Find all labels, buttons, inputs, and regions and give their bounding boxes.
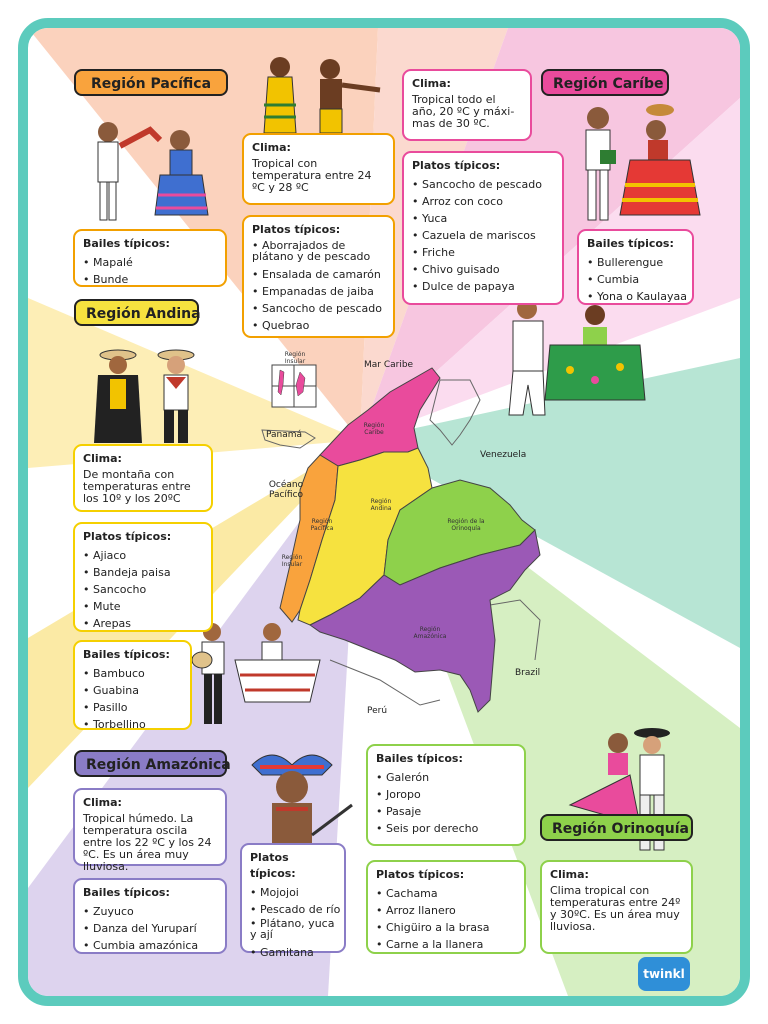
list-item: • Joropo — [376, 786, 516, 803]
list-item: • Bambuco — [83, 665, 182, 682]
list-item: • Cumbia — [587, 271, 684, 288]
region-orinoquia-title: Región Orinoquía — [540, 814, 693, 841]
map-label-panama: Panamá — [266, 430, 303, 440]
list-item: • Sancocho de pescado — [412, 176, 554, 193]
twinkl-logo — [638, 957, 690, 991]
list-item: • Pasaje — [376, 803, 516, 820]
andina-platos-label: Platos típicos: — [83, 530, 172, 543]
amazonica-bailes-label: Bailes típicos: — [83, 886, 170, 899]
caribe-clima-box — [402, 69, 532, 141]
pacifica-couple-illustration — [250, 45, 390, 135]
map-label-region-insular: Región Insular — [281, 554, 303, 568]
andina-platos-box — [73, 522, 213, 632]
andina-bailes-box — [73, 640, 192, 730]
list-item: • Torbellino — [83, 716, 182, 733]
map-label-venezuela: Venezuela — [480, 450, 527, 460]
list-item: • Bullerengue — [587, 254, 684, 271]
list-item: • Mute — [83, 598, 203, 615]
andina-clima-box — [73, 444, 213, 512]
map-label-oceano-pacifico: Océano Pacífico — [268, 480, 304, 500]
amazonica-clima-text: Tropical húmedo. La temperatura oscila entre los 22 ºC y los 24 ºC. Es un área muy lluviosa. — [83, 812, 212, 873]
orinoquia-platos-list — [376, 885, 516, 953]
list-item: • Pescado de río — [250, 901, 336, 918]
map-label-region-pacifica: Región Pacífica — [310, 518, 334, 532]
list-item: • Carne a la llanera — [376, 936, 516, 953]
andina-dancers-illustration — [190, 620, 325, 730]
list-item: • Cachama — [376, 885, 516, 902]
andina-clima-text: De montaña con temperaturas entre los 10º y los 20ºC — [83, 468, 191, 505]
orinoquia-bailes-list — [376, 769, 516, 837]
map-label-mar-caribe: Mar Caribe — [364, 360, 414, 370]
map-label-region-insular-top: Región Insular — [284, 351, 306, 365]
list-item: • Quebrao — [252, 317, 385, 334]
list-item: • Arroz llanero — [376, 902, 516, 919]
caribe-bailes-list — [587, 254, 687, 305]
region-caribe-shape — [320, 368, 440, 466]
caribe-bailes-box — [577, 229, 694, 305]
venezuela-outline — [430, 380, 480, 445]
caribe-platos-box — [402, 151, 564, 305]
orinoquia-bailes-label: Bailes típicos: — [376, 752, 463, 765]
list-item: • Chigüiro a la brasa — [376, 919, 516, 936]
region-amazonica-title: Región Amazónica — [74, 750, 227, 777]
list-item: • Bandeja paisa — [83, 564, 203, 581]
list-item: • Danza del Yuruparí — [83, 920, 217, 937]
amazonica-warrior-illustration — [242, 745, 362, 845]
caribe-platos-label: Platos típicos: — [412, 159, 501, 172]
andina-platos-list — [83, 547, 203, 632]
orinoquia-clima-box — [540, 860, 693, 954]
twinkl-logo-text: twinkl — [643, 967, 685, 981]
amazonica-clima-box — [73, 788, 227, 873]
list-item: • Ajiaco — [83, 547, 203, 564]
amazonica-platos-label: Platos típicos: — [250, 851, 296, 880]
map-label-region-amazonica: Región Amazónica — [413, 626, 447, 640]
amazonica-bailes-box — [73, 878, 227, 954]
list-item: • Bunde — [83, 271, 217, 288]
list-item: • Sancocho — [83, 581, 203, 598]
region-caribe-title: Región Caríbe — [541, 69, 669, 96]
orinoquia-platos-box — [366, 860, 526, 954]
pacifica-dancers-illustration — [80, 110, 220, 230]
andina-bailes-label: Bailes típicos: — [83, 648, 170, 661]
list-item: • Dulce de papaya — [412, 278, 554, 295]
list-item: • Cazuela de mariscos — [412, 227, 554, 244]
list-item: • Yuca — [412, 210, 554, 227]
caribe-clima-label: Clima: — [412, 77, 451, 90]
pacifica-clima-box — [242, 133, 395, 205]
region-andina-title: Región Andina — [74, 299, 199, 326]
caribe-couple-illustration — [475, 285, 655, 435]
andina-bailes-list — [83, 665, 182, 733]
amazonica-bailes-list — [83, 903, 217, 954]
list-item: • Seis por derecho — [376, 820, 516, 837]
orinoquia-clima-label: Clima: — [550, 868, 589, 881]
list-item: • Galerón — [376, 769, 516, 786]
pacifica-platos-list — [252, 240, 385, 334]
pacifica-bailes-label: Bailes típicos: — [83, 237, 170, 250]
caribe-dancers-illustration — [570, 100, 710, 230]
pacifica-platos-box — [242, 215, 395, 338]
orinoquia-bailes-box — [366, 744, 526, 846]
region-pacifica-title: Región Pacífica — [74, 69, 228, 96]
list-item: • Pasillo — [83, 699, 182, 716]
list-item: • Gamitana — [250, 944, 336, 961]
list-item: • Guabina — [83, 682, 182, 699]
map-label-brazil: Brazil — [515, 668, 541, 678]
list-item: • Empanadas de jaiba — [252, 283, 385, 300]
list-item: • Ensalada de camarón — [252, 266, 385, 283]
list-item: • Yona o Kaulayaa — [587, 288, 684, 305]
list-item: • Mapalé — [83, 254, 217, 271]
orinoquia-platos-label: Platos típicos: — [376, 868, 465, 881]
brazil-outline — [490, 600, 540, 660]
list-item: • Aborrajados de plátano y de pescado — [252, 240, 385, 262]
map-label-region-caribe: Región Caribe — [363, 422, 385, 436]
caribe-bailes-label: Bailes típicos: — [587, 237, 674, 250]
amazonica-platos-box — [240, 843, 346, 959]
list-item: • Friche — [412, 244, 554, 261]
list-item: • Arroz con coco — [412, 193, 554, 210]
pacifica-bailes-box — [73, 229, 227, 287]
list-item: • Cumbia amazónica — [83, 937, 217, 954]
caribe-clima-text: Tropical todo el año, 20 ºC y máxi-mas de 30 ºC. — [412, 93, 515, 130]
andina-couple-illustration — [78, 345, 203, 445]
map-label-region-andina: Región Andina — [370, 498, 392, 512]
list-item: • Zuyuco — [83, 903, 217, 920]
caribe-platos-list — [412, 176, 554, 295]
andina-clima-label: Clima: — [83, 452, 122, 465]
list-item: • Arepas — [83, 615, 203, 632]
amazonica-platos-list — [250, 884, 341, 961]
list-item: • Sancocho de pescado — [252, 300, 385, 317]
orinoquia-clima-text: Clima tropical con temperaturas entre 24º y 30ºC. Es un área muy lluviosa. — [550, 884, 681, 933]
pacifica-clima-label: Clima: — [252, 141, 291, 154]
list-item: • Mojojoi — [250, 884, 336, 901]
list-item: • Plátano, yuca y ají — [250, 918, 336, 940]
list-item: • Chivo guisado — [412, 261, 554, 278]
amazonica-clima-label: Clima: — [83, 796, 122, 809]
map-label-peru: Perú — [367, 706, 388, 716]
pacifica-platos-label: Platos típicos: — [252, 223, 341, 236]
pacifica-clima-text: Tropical con temperatura entre 24 ºC y 28 ºC — [252, 157, 372, 194]
pacifica-bailes-list — [83, 254, 217, 288]
map-label-region-orinoquia: Región de la Orinoquía — [447, 518, 485, 532]
